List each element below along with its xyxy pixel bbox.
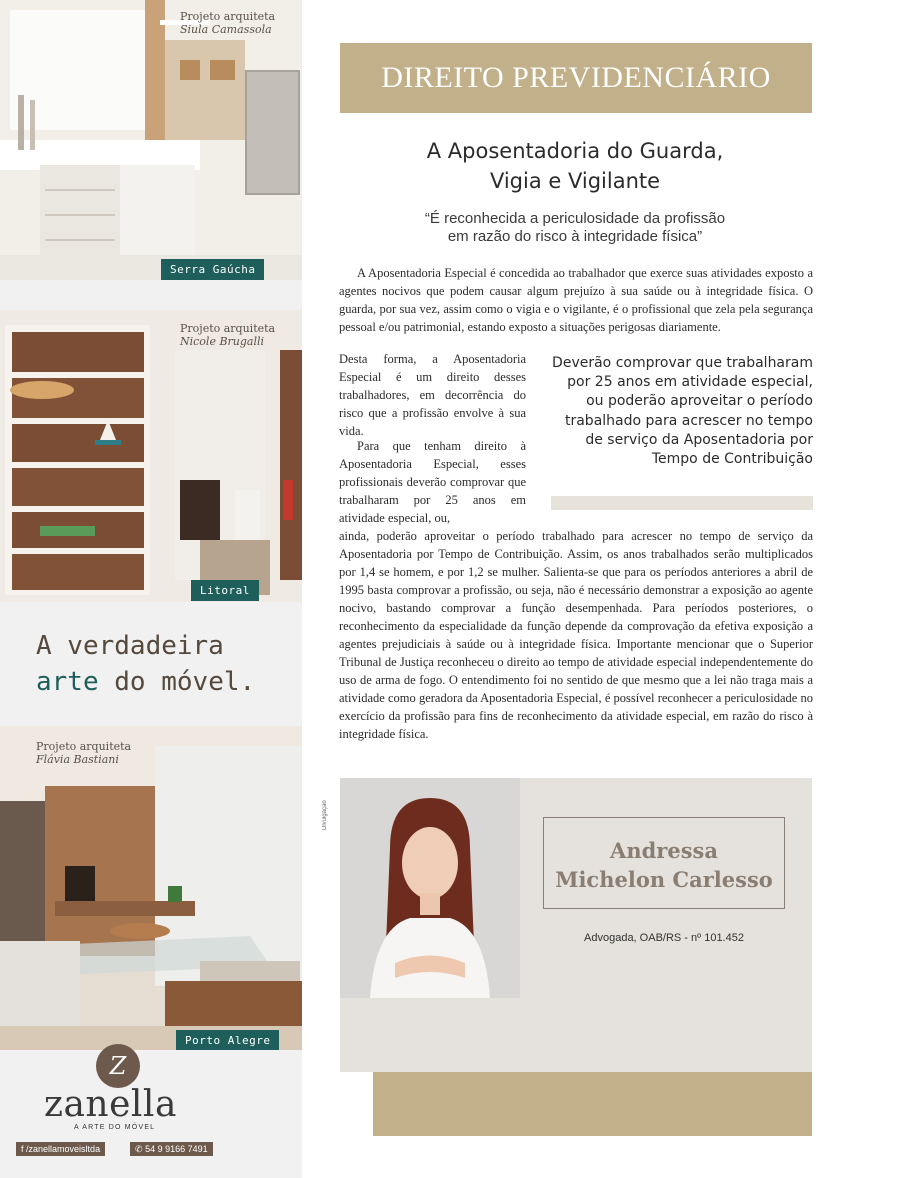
brand-tagline: A ARTE DO MÓVEL xyxy=(74,1124,156,1131)
location-tag: Porto Alegre xyxy=(176,1030,279,1050)
kitchen-project-photo xyxy=(0,0,302,280)
slogan-rest: do móvel. xyxy=(114,667,256,697)
whatsapp-number: 54 9 9166 7491 xyxy=(145,1144,208,1154)
section-title: DIREITO PREVIDENCIÁRIO xyxy=(381,61,771,94)
slogan xyxy=(36,628,255,700)
project-caption xyxy=(180,322,275,348)
article-subheadline xyxy=(340,210,810,246)
slogan-line-2 xyxy=(36,664,255,700)
kitchen-illustration xyxy=(0,0,302,280)
dining-project-photo xyxy=(0,726,302,1050)
facebook-link[interactable] xyxy=(16,1142,105,1156)
subhead-line-2: em razão do risco à integridade física” xyxy=(447,228,703,245)
article-headline xyxy=(340,136,810,196)
slogan-accent: arte xyxy=(36,667,99,697)
project-caption-text: Projeto arquiteta xyxy=(180,10,276,23)
architect-name: Nicole Brugalli xyxy=(180,335,265,348)
author-last-name: Michelon Carlesso xyxy=(555,867,773,892)
location-tag: Serra Gaúcha xyxy=(161,259,264,280)
project-caption xyxy=(36,740,131,766)
bottom-accent-bar xyxy=(373,1072,812,1136)
architect-name: Flávia Bastiani xyxy=(36,753,119,766)
author-first-name: Andressa xyxy=(610,838,718,863)
facebook-icon: f xyxy=(21,1144,24,1154)
article-paragraph-2: Desta forma, a Aposentadoria Especial é um direito desses trabalhadores, em decorrência do risco que a profissão envolve à sua vida. xyxy=(339,352,526,438)
author-name xyxy=(543,836,785,894)
author-role: Advogada, OAB/RS - nº 101.452 xyxy=(584,932,744,944)
whatsapp-link[interactable] xyxy=(130,1142,213,1156)
facebook-handle: /zanellamoveisltda xyxy=(26,1144,101,1154)
pull-quote-underline xyxy=(551,496,813,510)
pull-quote: Deverão comprovar que trabalharam por 25 anos em atividade especial, ou poderão aproveitar o período trabalhado para acrescer no tempo de serviço da Aposentadoria por Tempo de Contribuição xyxy=(552,355,813,468)
headline-line-2: Vigia e Vigilante xyxy=(489,169,661,193)
project-caption-text: Projeto arquiteta xyxy=(180,322,276,335)
subhead-line-1: “É reconhecida a periculosidade da profissão xyxy=(424,210,726,227)
section-header-bar xyxy=(340,43,812,113)
shelves-illustration xyxy=(0,310,302,602)
article-paragraph-1: A Aposentadoria Especial é concedida ao trabalhador que exerce suas atividades exposto a agentes nocivos que podem causar algum prejuízo à sua saúde ou à integridade física. O guarda, por sua vez, assim como o vigia e o vigilante, é o profissional que zela pela segurança pessoal e/ou patrimonial, estando exposto a situações perigosas diariamente. xyxy=(339,266,813,334)
photo-credit: Divulgação xyxy=(322,800,328,830)
project-caption-text: Projeto arquiteta xyxy=(36,740,132,753)
location-tag: Litoral xyxy=(191,580,259,601)
dining-illustration xyxy=(0,726,302,1050)
living-room-project-photo xyxy=(0,310,302,602)
zanella-advertisement xyxy=(0,0,302,1178)
article-paragraph-3: Para que tenham direito à Aposentadoria Especial, esses profissionais deverão comprovar que trabalharam por 25 anos em atividade especial, ou, xyxy=(339,439,526,525)
article-paragraph-4: ainda, poderão aproveitar o período trabalhado para acrescer no tempo de serviço da Aposentadoria por Tempo de Contribuição. Assim, os anos trabalhados serão multiplicados por 1,4 se homem, e por 1,2 se mulher. Salienta-se que para os períodos anteriores a abril de 1995 basta comprovar a profissão, ou seja, não é necessário demonstrar a exposição ao agente nocivo, bastando comprovar a função desempenhada. Para períodos posteriores, o reconhecimento da especialidade da função depende da comprovação da efetiva exposição a agentes prejudiciais à saúde ou à integridade física. Importante mencionar que o Superior Tribunal de Justiça reconheceu o direito ao tempo de atividade especial independentemente do uso de arma de fogo. O entendimento foi no sentido de que mesmo que a lei não traga mais a atividade como geradora da Aposentadoria Especial, é possível reconhecer a periculosidade no exercício da profissão para fins de reconhecimento da atividade especial, em razão do risco à integridade física. xyxy=(339,529,813,741)
author-portrait xyxy=(340,778,520,998)
brand-name: zanella xyxy=(44,1084,177,1125)
architect-name: Siula Camassola xyxy=(180,23,272,36)
author-photo xyxy=(340,778,520,998)
whatsapp-icon: ✆ xyxy=(135,1144,143,1154)
project-caption xyxy=(180,10,275,36)
zanella-logo-mark: Z xyxy=(96,1044,140,1088)
headline-line-1: A Aposentadoria do Guarda, xyxy=(426,139,724,163)
slogan-line-1: A verdadeira xyxy=(36,631,224,661)
